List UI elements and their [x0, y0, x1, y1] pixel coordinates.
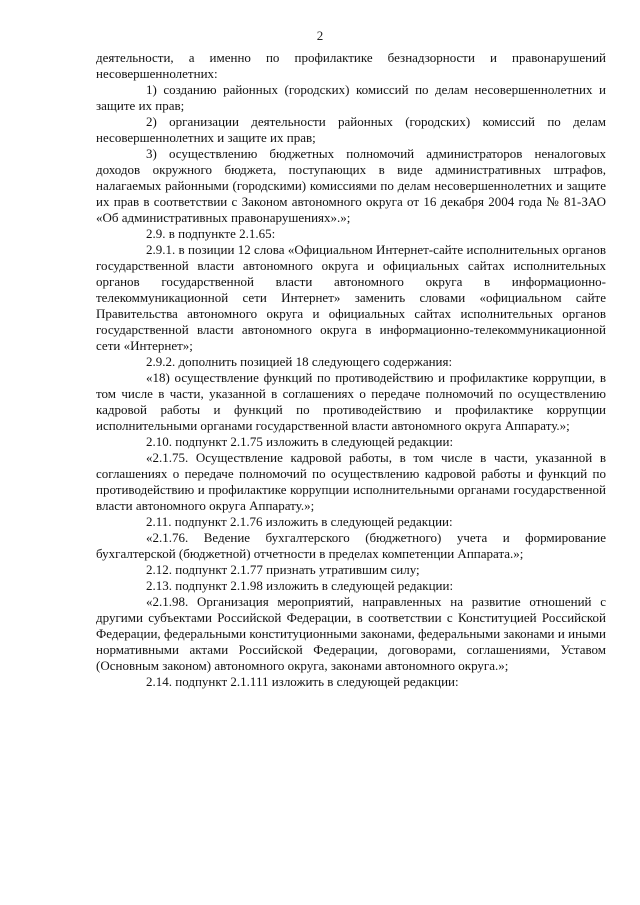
paragraph-2-1-98: «2.1.98. Организация мероприятий, направленных на развитие отношений с другими субъектами Российской Федерации, в соответствии с Конституцией Российской Федерации, федеральными конституционными законами, федеральными законами и иными нормативными актами Российской Федерации, договорами, соглашениями, Уставом (Основным законом) автономного округа, законами автономного округа.»;: [96, 594, 606, 673]
paragraph-item-1: 1) созданию районных (городских) комиссий по делам несовершеннолетних и защите их прав;: [96, 82, 606, 113]
document-body: [96, 50, 606, 690]
paragraph-item-2: 2) организации деятельности районных (городских) комиссий по делам несовершеннолетних и защите их прав;: [96, 114, 606, 145]
paragraph-2-11: 2.11. подпункт 2.1.76 изложить в следующей редакции:: [146, 514, 453, 529]
paragraph-2-10: 2.10. подпункт 2.1.75 изложить в следующей редакции:: [146, 434, 454, 449]
paragraph-2-1-75: «2.1.75. Осуществление кадровой работы, в том числе в части, указанной в соглашениях о передаче полномочий по осуществлению кадровой работы и функций по противодействию и профилактике коррупции исполнительными органами государственной власти автономного округа Аппарату.»;: [96, 450, 606, 513]
paragraph-2-9: 2.9. в подпункте 2.1.65:: [146, 226, 276, 241]
paragraph-2-1-76: «2.1.76. Ведение бухгалтерского (бюджетного) учета и формирование бухгалтерской (бюджетной) отчетности в пределах компетенции Аппарата.»;: [96, 530, 606, 561]
page-number: 2: [316, 28, 324, 43]
paragraph-continuation: деятельности, а именно по профилактике безнадзорности и правонарушений несовершеннолетних:: [96, 50, 606, 81]
paragraph-2-9-2: 2.9.2. дополнить позицией 18 следующего содержания:: [146, 354, 453, 369]
paragraph-2-14: 2.14. подпункт 2.1.111 изложить в следующей редакции:: [146, 674, 459, 689]
paragraph-position-18: «18) осуществление функций по противодействию и профилактике коррупции, в том числе в части, указанной в соглашениях о передаче полномочий по осуществлению кадровой работы и функций по противодействию и профилактике коррупции исполнительными органами государственной власти автономного округа Аппарату.»;: [96, 370, 606, 433]
paragraph-2-9-1: 2.9.1. в позиции 12 слова «Официальном Интернет-сайте исполнительных органов государственной власти автономного округа и официальных сайтах исполнительных органов государственной власти автономного округа в информационно-телекоммуникационной сети Интернет» заменить словами «официальном сайте Правительства автономного округа и официальных сайтах исполнительных органов государственной власти автономного округа в информационно-телекоммуникационной сети «Интернет»;: [96, 242, 606, 353]
paragraph-2-13: 2.13. подпункт 2.1.98 изложить в следующей редакции:: [146, 578, 454, 593]
paragraph-item-3: 3) осуществлению бюджетных полномочий администраторов неналоговых доходов окружного бюджета, поступающих в виде административных штрафов, налагаемых районными (городскими) комиссиями по делам несовершеннолетних и защите их прав в соответствии с Законом автономного округа от 16 декабря 2004 года № 81-ЗАО «Об административных правонарушениях».»;: [96, 146, 606, 225]
paragraph-2-12: 2.12. подпункт 2.1.77 признать утратившим силу;: [146, 562, 420, 577]
